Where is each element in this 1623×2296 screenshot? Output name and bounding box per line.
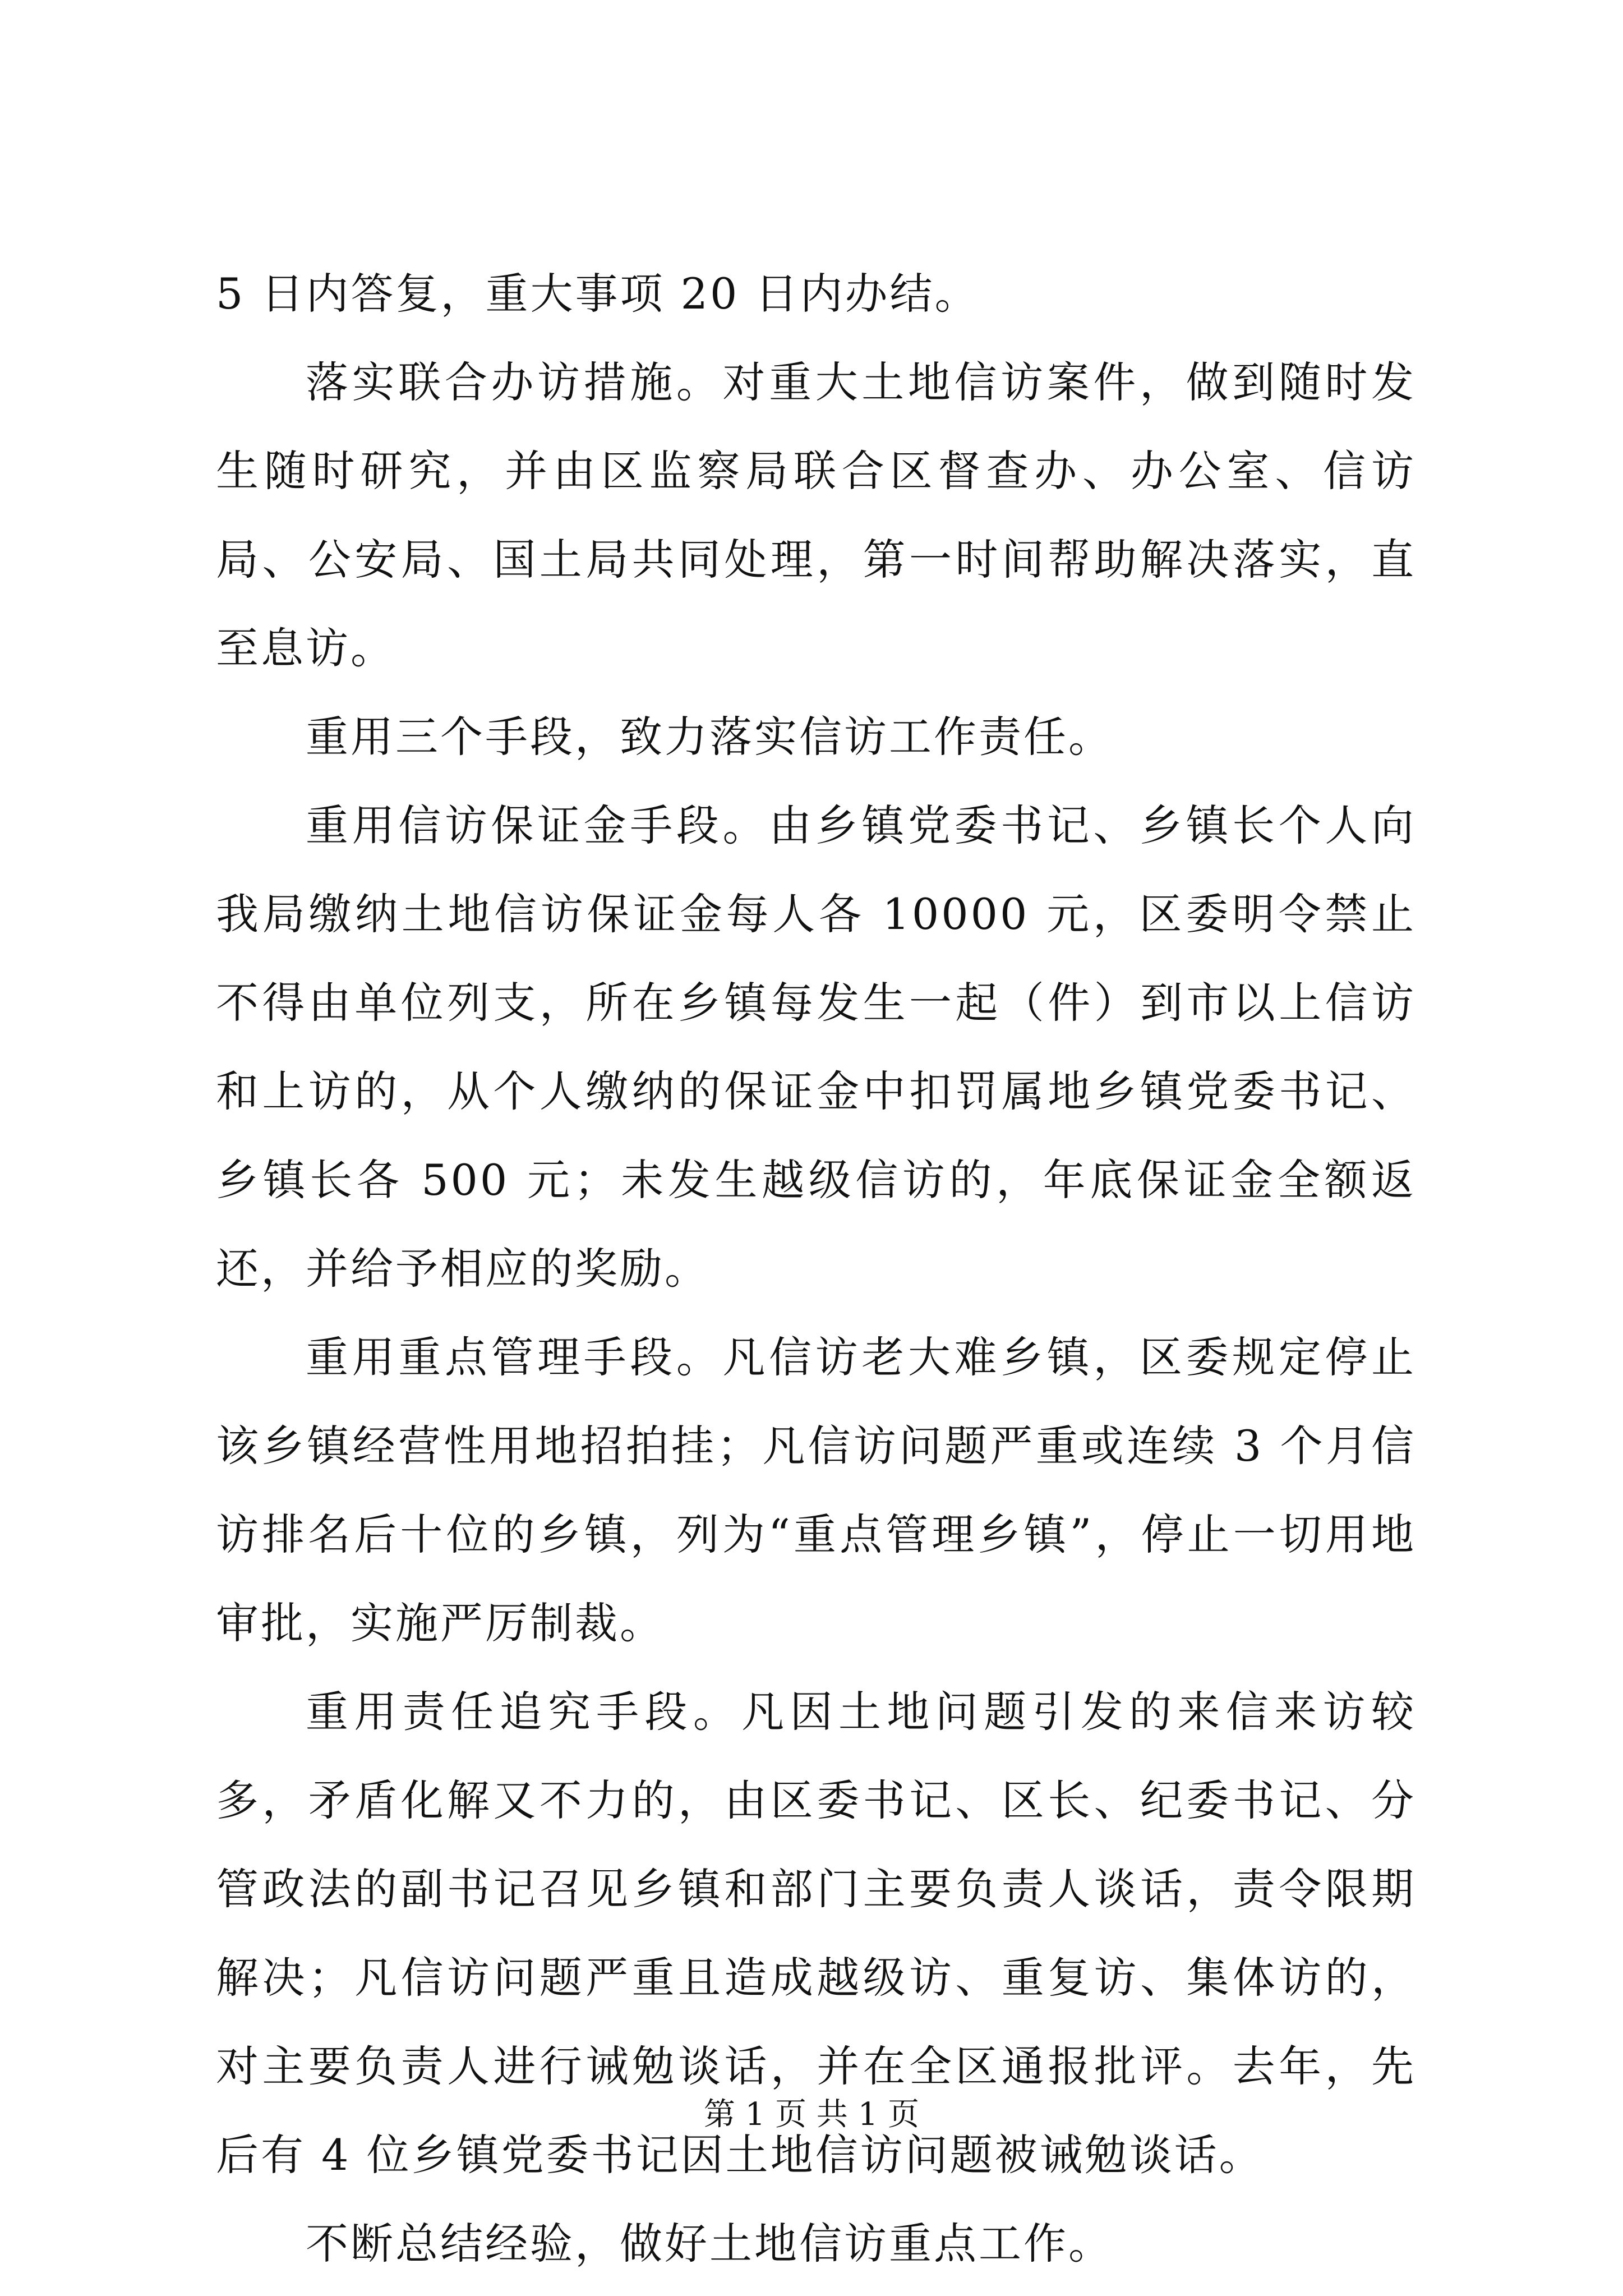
paragraph-1: 5 日内答复，重大事项 20 日内办结。	[216, 269, 980, 319]
page-footer: 第 1 页 共 1 页	[703, 2096, 920, 2133]
paragraph-3: 重用三个手段，致力落实信访工作责任。	[306, 712, 1113, 762]
paragraph-4: 重用信访保证金手段。由乡镇党委书记、乡镇长个人向我局缴纳土地信访保证金每人各 10000 元，区委明令禁止不得由单位列支，所在乡镇每发生一起（件）到市以上信访和上访的，从个人缴纳的保证金中扣罚属地乡镇党委书记、乡镇长各 500 元；未发生越级信访的，年底保证金全额返还，并给予相应的奖励。	[216, 800, 1416, 1294]
paragraph-7: 不断总结经验，做好土地信访重点工作。	[306, 2219, 1113, 2269]
document-body	[216, 250, 1416, 2288]
paragraph-6: 重用责任追究手段。凡因土地问题引发的来信来访较多，矛盾化解又不力的，由区委书记、区长、纪委书记、分管政法的副书记召见乡镇和部门主要负责人谈话，责令限期解决；凡信访问题严重且造成越级访、重复访、集体访的，对主要负责人进行诫勉谈话，并在全区通报批评。去年，先后有 4 位乡镇党委书记因土地信访问题被诫勉谈话。	[216, 1687, 1416, 2180]
paragraph-5: 重用重点管理手段。凡信访老大难乡镇，区委规定停止该乡镇经营性用地招拍挂；凡信访问题严重或连续 3 个月信访排名后十位的乡镇，列为“重点管理乡镇”，停止一切用地审批，实施严厉制裁。	[216, 1332, 1416, 1648]
paragraph-2: 落实联合办访措施。对重大土地信访案件，做到随时发生随时研究，并由区监察局联合区督查办、办公室、信访局、公安局、国土局共同处理，第一时间帮助解决落实，直至息访。	[216, 357, 1416, 673]
